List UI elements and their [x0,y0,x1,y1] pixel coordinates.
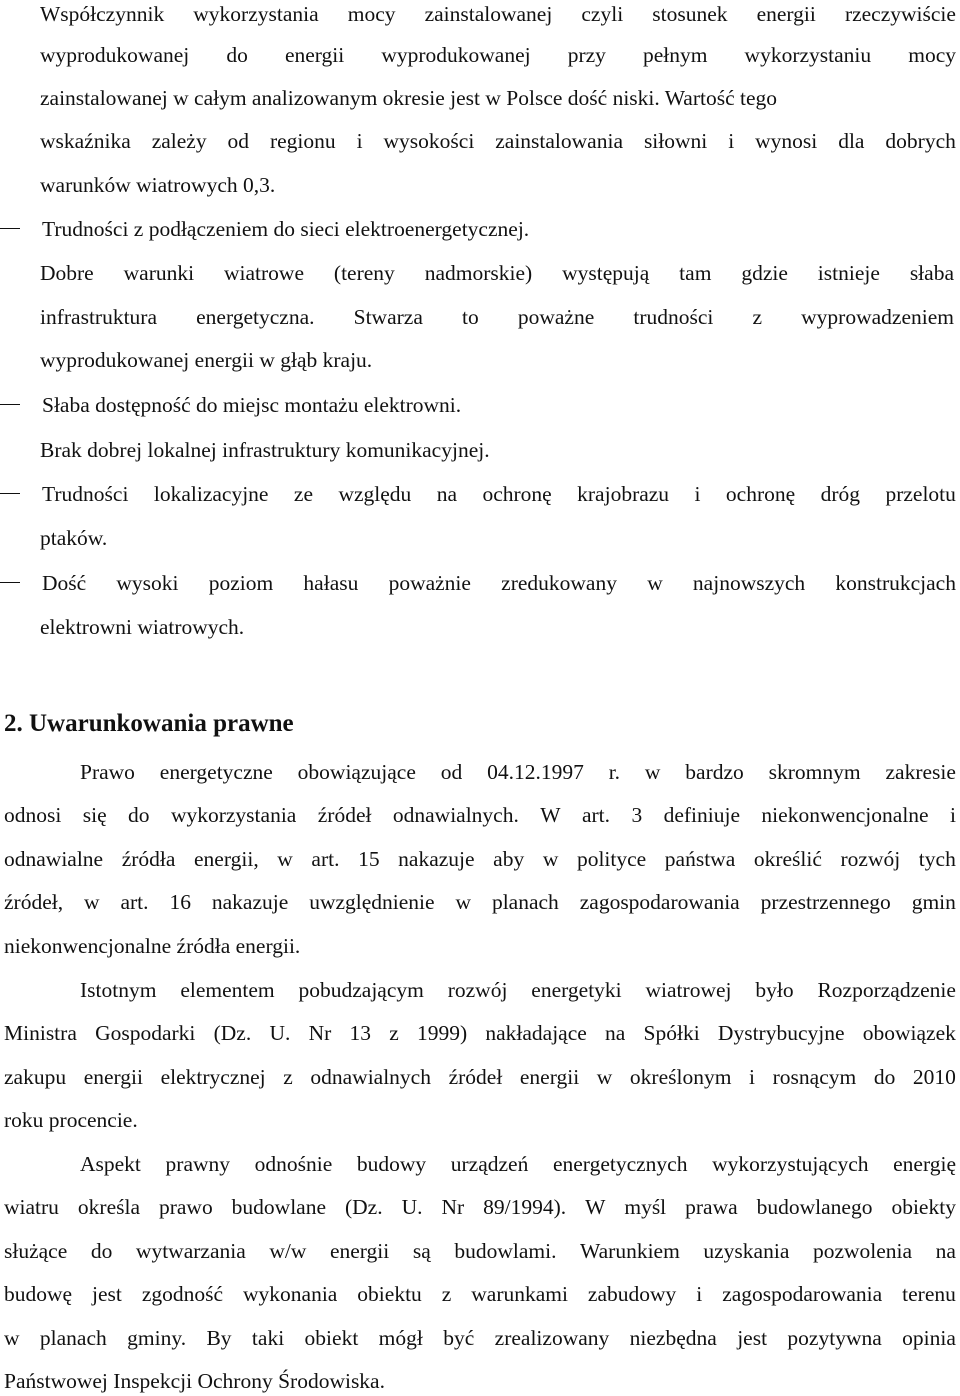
word: energii, [194,847,259,871]
word: 16 [169,890,191,914]
word: prawa [685,1195,738,1219]
word: zagospodarowania [579,890,740,914]
text-line [4,1019,956,1047]
word: zainstalowanej [424,2,553,26]
word: było [755,978,794,1002]
word: obiektu [357,1282,422,1306]
text-line [4,1280,956,1308]
word: wiatrowe [224,261,304,285]
word: wykonania [243,1282,338,1306]
word: bardzo [685,760,744,784]
word: na [605,1021,626,1045]
word: do [873,1065,896,1089]
word: zakupu [4,1065,67,1089]
word: wysokości [383,129,475,153]
word: i [694,482,701,506]
word: terenu [902,1282,956,1306]
word: Istotnym [80,978,157,1002]
word: względu [338,482,412,506]
word: przelotu [885,482,956,506]
word: wykorzystujących [712,1152,869,1176]
word: niekonwencjonalne [761,803,929,827]
word: do [90,1239,113,1263]
word: to [461,305,479,329]
word: budowy [356,1152,427,1176]
word: niezbędna [629,1326,717,1350]
word: uzyskania [703,1239,790,1263]
word: niekonwencjonalne źródła energii. [4,934,301,958]
word: wiatrowej [645,978,732,1002]
word: wykorzystania [193,2,319,26]
text-line [40,346,372,374]
word: art. [120,890,149,914]
word: zależy [151,129,207,153]
word: uwzględnienie [309,890,435,914]
word: zagospodarowania [722,1282,883,1306]
word: państwa [664,847,736,871]
word: z [283,1065,293,1089]
word: i [696,1282,703,1306]
word: w [455,890,472,914]
word: energii [756,2,816,26]
word: są [412,1239,431,1263]
word: poważne [517,305,595,329]
word: 04.12.1997 [487,760,584,784]
bullet-text [42,215,529,243]
word: ochronę [482,482,552,506]
word: od [227,129,250,153]
word: warunkami [471,1282,568,1306]
word: zainstalowanej w całym analizowanym okresie jest w Polsce dość niski. Wartość tego [40,86,778,110]
word: jest [737,1326,768,1350]
word: źródeł [317,803,372,827]
word: aby [493,847,525,871]
word: na [935,1239,956,1263]
word: w [644,760,661,784]
word: energetyki [531,978,622,1002]
word: Gospodarki [95,1021,196,1045]
text-line [4,845,956,873]
text-line [4,1063,956,1091]
word: Trudności z podłączeniem do sieci elektroenergetycznej. [42,217,530,241]
word: wynosi [755,129,818,153]
bullet-item [0,391,960,419]
word: w [647,571,663,595]
word: lokalizacyjne [153,482,269,506]
word: wyprodukowanej energii w głąb kraju. [40,348,373,372]
word: ze [293,482,313,506]
word: w [596,1065,613,1089]
word: planach [39,1326,107,1350]
word: polityce [576,847,647,871]
text-line [40,41,956,69]
word: obiekty [891,1195,956,1219]
word: budowlanego [756,1195,873,1219]
word: źródła [121,847,176,871]
word: art. [581,803,611,827]
word: definiuje [663,803,741,827]
text-line [4,932,300,960]
word: od [440,760,463,784]
word: określić [753,847,822,871]
word: 15 [358,847,380,871]
word: z [752,305,763,329]
word: energii [329,1239,390,1263]
word: nadmorskie) [424,261,533,285]
word: wiatru [4,1195,59,1219]
word: źródeł [448,1065,503,1089]
word: tam [679,261,712,285]
text-line [40,0,956,28]
word: Trudności [42,482,129,506]
word: wskaźnika [40,129,131,153]
bullet-item [0,215,960,243]
word: określa [77,1195,140,1219]
word: budowlami. [454,1239,557,1263]
word: zakresie [885,760,956,784]
word: ochronę [725,482,796,506]
word: odnawialnych [310,1065,431,1089]
word: dla [838,129,865,153]
word: zrealizowany [494,1326,610,1350]
word: Warunkiem [580,1239,680,1263]
word: do [128,803,150,827]
word: z [389,1021,399,1045]
word: mocy [347,2,396,26]
word: i [749,1065,756,1089]
word: energii [284,43,345,67]
word: pozytywna [787,1326,882,1350]
word: pobudzającym [298,978,424,1002]
word: art. [311,847,340,871]
word: jest [92,1282,122,1306]
word: 1999) [416,1021,468,1045]
word: istnieje [817,261,880,285]
bullet-text [40,524,107,552]
word: rozwój [840,847,901,871]
word: konstrukcjach [835,571,956,595]
dash-bullet-icon [0,582,20,583]
word: mocy [908,43,956,67]
word: U. [269,1021,291,1045]
word: służące [4,1239,68,1263]
word: 2010 [912,1065,956,1089]
word: roku procencie. [4,1108,138,1132]
word: r. [608,760,621,784]
word: odnawialne [4,847,104,871]
word: w/w [269,1239,307,1263]
word: obowiązujące [297,760,416,784]
word: wykorzystania [170,803,297,827]
word: odnawialnych. [392,803,519,827]
text-line [4,888,956,916]
word: myśl [624,1195,667,1219]
word: budowlane [231,1195,327,1219]
word: czyli [581,2,624,26]
word: hałasu [303,571,359,595]
word: nakazuje [211,890,289,914]
section-heading: 2. Uwarunkowania prawne [4,710,294,737]
word: w [542,847,559,871]
word: W [540,803,561,827]
dash-bullet-icon [0,493,20,494]
word: dobrych [885,129,956,153]
word: (tereny [333,261,395,285]
word: krajobrazu [577,482,670,506]
word: Spółki [643,1021,700,1045]
word: Nr [441,1195,465,1219]
word: źródeł, [4,890,64,914]
word: prawo [158,1195,213,1219]
word: Ministra [4,1021,77,1045]
word: przy [567,43,606,67]
word: pełnym [642,43,708,67]
word: U. [401,1195,423,1219]
word: Słaba dostępność do miejsc montażu elektrowni. [42,393,462,417]
word: obowiązek [862,1021,956,1045]
word: taki [251,1326,285,1350]
bullet-item [0,569,960,641]
word: siłowni [643,129,708,153]
word: elementem [180,978,275,1002]
word: trudności [633,305,714,329]
word: (Dz. [213,1021,252,1045]
word: ptaków. [40,526,108,550]
word: planach [491,890,559,914]
word: nakładające [485,1021,587,1045]
word: By [206,1326,232,1350]
word: określonym [629,1065,732,1089]
word: elektrowni wiatrowych. [40,615,245,639]
word: opinia [902,1326,956,1350]
word: wyprowadzeniem [801,305,954,329]
word: Dość [42,571,87,595]
word: się [82,803,107,827]
text-line [40,303,954,331]
word: nakazuje [398,847,475,871]
word: gmin [911,890,956,914]
word: pozwolenia [812,1239,913,1263]
word: poważnie [388,571,471,595]
bullet-text [42,391,461,419]
word: przestrzennego [760,890,891,914]
word: Dystrybucyjne [717,1021,845,1045]
word: energii [519,1065,580,1089]
word: w [277,847,293,871]
word: gdzie [741,261,788,285]
word: w [4,1326,20,1350]
word: wykorzystaniu [744,43,872,67]
word: infrastruktura [40,305,158,329]
text-line [40,84,777,112]
word: zabudowy [587,1282,677,1306]
word: Aspekt [80,1152,141,1176]
word: 3 [631,803,643,827]
word: najnowszych [692,571,806,595]
word: budowę [4,1282,73,1306]
word: zgodność [141,1282,224,1306]
word: Rozporządzenie [817,978,956,1002]
word: w [84,890,100,914]
word: regionu [269,129,336,153]
word: do [226,43,248,67]
bullet-item [0,480,960,552]
word: Stwarza [353,305,423,329]
word: skromnym [768,760,861,784]
word: rosnącym [772,1065,857,1089]
word: wyprodukowanej [381,43,531,67]
text-line [40,171,275,199]
word: zainstalowania [495,129,623,153]
text-line [40,259,954,287]
text-line [4,1237,956,1265]
word: energię [893,1152,956,1176]
word: 13 [349,1021,371,1045]
word: Współczynnik [40,2,165,26]
word: tych [918,847,956,871]
word: energetycznych [552,1152,688,1176]
word: odnośnie [254,1152,333,1176]
text-line [4,1193,956,1221]
word: Brak dobrej lokalnej infrastruktury komunikacyjnej. [40,438,490,462]
word: na [436,482,458,506]
word: występują [562,261,650,285]
word: warunków wiatrowych 0,3. [40,173,276,197]
word: obiekt [304,1326,359,1350]
word: rzeczywiście [844,2,956,26]
word: W [585,1195,606,1219]
word: odnosi [4,803,62,827]
word: dróg [820,482,861,506]
word: Dobre [40,261,94,285]
word: urządzeń [450,1152,529,1176]
word: poziom [208,571,274,595]
word: rozwój [447,978,508,1002]
bullet-text [40,613,244,641]
word: Prawo [80,760,135,784]
word: Nr [308,1021,332,1045]
text-line [40,127,956,155]
word: (Dz. [344,1195,383,1219]
text-line [80,758,956,786]
text-line [40,436,490,464]
text-line [80,976,956,1004]
text-line [4,1367,385,1395]
word: być [443,1326,475,1350]
bullet-text [42,480,956,508]
dash-bullet-icon [0,404,20,405]
word: Państwowej Inspekcji Ochrony Środowiska. [4,1369,385,1393]
text-line [4,1324,956,1352]
word: z [441,1282,452,1306]
text-line [4,1106,138,1134]
dash-bullet-icon [0,228,20,229]
word: mógł [378,1326,423,1350]
word: słaba [909,261,954,285]
word: 89/1994). [483,1195,567,1219]
text-line [4,801,956,829]
word: wysoki [116,571,179,595]
word: zredukowany [501,571,617,595]
word: stosunek [652,2,728,26]
word: energetyczna. [196,305,315,329]
word: elektrycznej [160,1065,266,1089]
word: wytwarzania [135,1239,246,1263]
word: gminy. [127,1326,187,1350]
bullet-text [42,569,956,597]
word: i [356,129,363,153]
text-line [80,1150,956,1178]
word: warunki [123,261,195,285]
word: i [728,129,735,153]
word: i [950,803,956,827]
word: prawny [165,1152,231,1176]
word: energii [83,1065,143,1089]
word: energetyczne [159,760,273,784]
word: wyprodukowanej [40,43,190,67]
